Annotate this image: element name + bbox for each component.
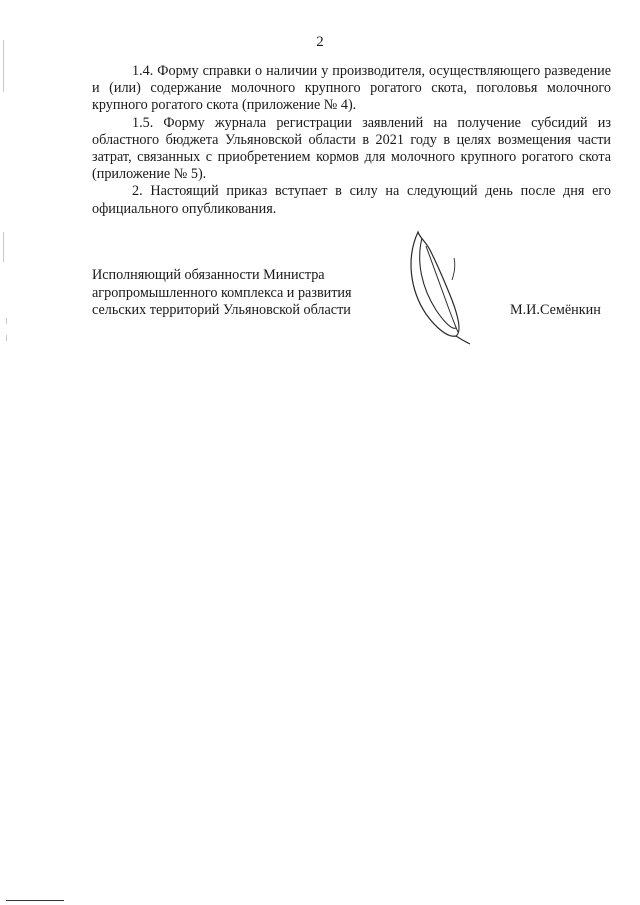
page-number: 2 bbox=[316, 34, 324, 50]
scan-edge-mark bbox=[6, 318, 7, 324]
signer-position bbox=[92, 267, 392, 320]
scan-edge-mark bbox=[3, 232, 4, 262]
paragraph-1-5: 1.5. Форму журнала регистрации заявлений на получение субсидий из областного бюджета Ульяновской области в 2021 году в целях возмещения части затрат, связанных с приобретением кормов для молочного крупного рогатого скота (приложение № 5). bbox=[92, 114, 611, 183]
handwritten-signature bbox=[396, 228, 474, 346]
paragraph-2: 2. Настоящий приказ вступает в силу на следующий день после дня его официального опубликования. bbox=[92, 183, 611, 217]
scan-edge-mark bbox=[6, 335, 7, 341]
signer-position-line-1: Исполняющий обязанности Министра bbox=[92, 267, 325, 283]
scan-edge-mark bbox=[3, 40, 4, 92]
signer-position-line-3: сельских территорий Ульяновской области bbox=[92, 302, 351, 319]
paragraph-1-4: 1.4. Форму справки о наличии у производителя, осуществляющего разведение и (или) содержание молочного крупного рогатого скота, поголовья молочного крупного рогатого скота (приложение № 4). bbox=[92, 63, 611, 114]
document-body bbox=[92, 63, 611, 218]
signer-position-line-2: агропромышленного комплекса и развития bbox=[92, 284, 352, 301]
signer-name: М.И.Семёнкин bbox=[510, 302, 601, 318]
footer-rule bbox=[6, 900, 64, 901]
